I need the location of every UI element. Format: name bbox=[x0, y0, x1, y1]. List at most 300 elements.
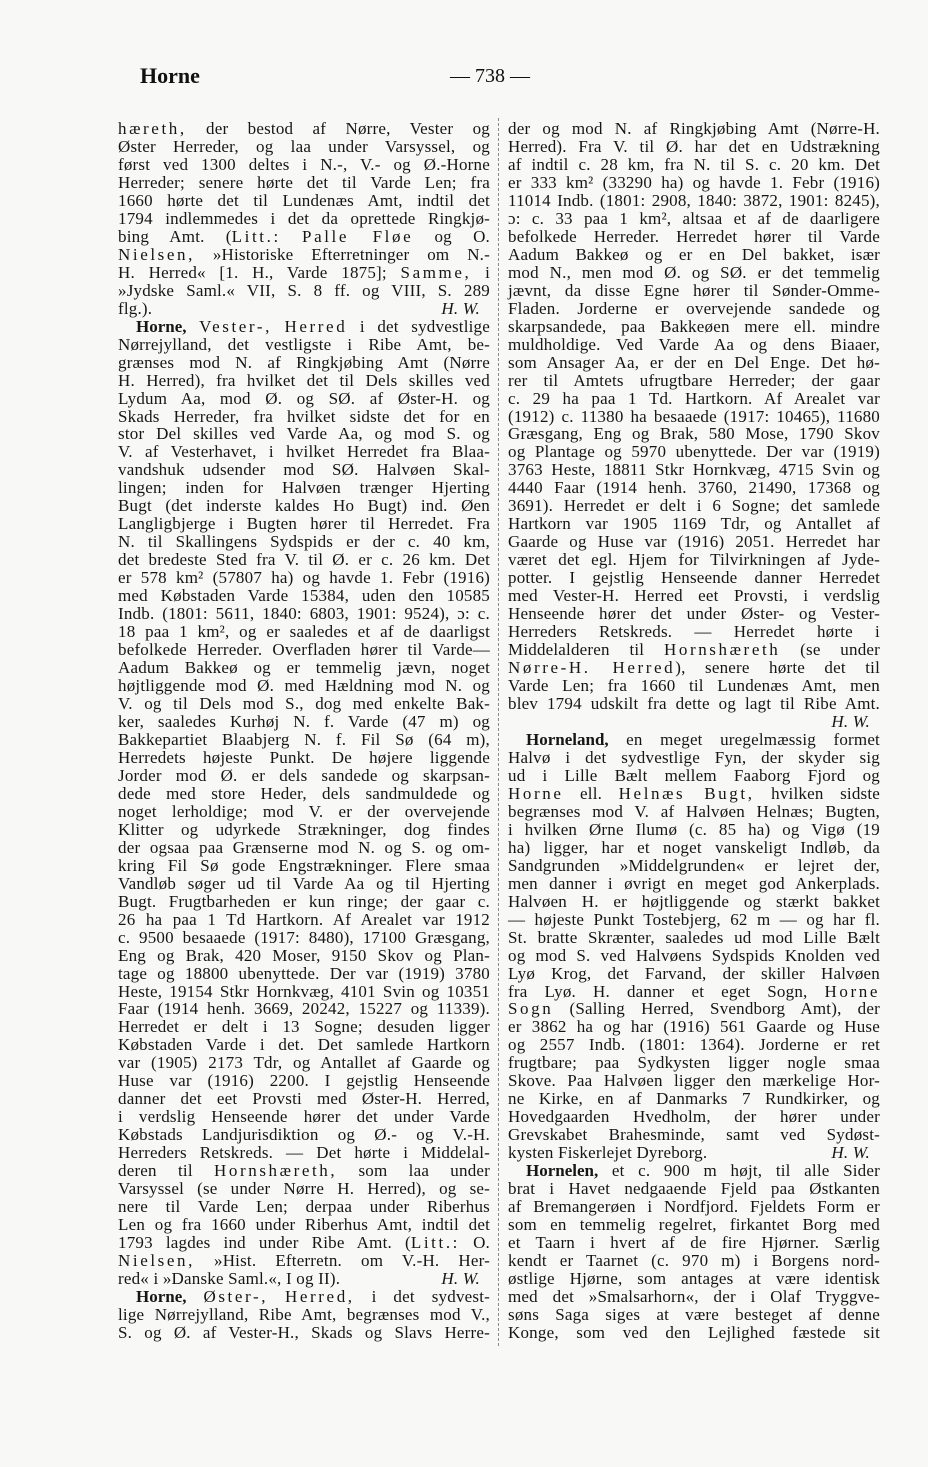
headword: Horne, bbox=[136, 316, 187, 336]
text-run: Skads Herreder, fra hvilket sidste det for en bbox=[118, 406, 490, 426]
text-line bbox=[508, 587, 880, 605]
text-line bbox=[118, 587, 490, 605]
text-line bbox=[118, 659, 490, 677]
text-line bbox=[118, 174, 490, 192]
text-run: flg.). bbox=[118, 298, 153, 318]
text-run: Huse var (1916) 2200. I gejstlig Henseende bbox=[118, 1071, 490, 1091]
text-run: Varde Len; fra 1660 til Lundenæs Amt, men bbox=[508, 676, 880, 696]
text-run: Lyø Krog, det Farvand, der skiller Halvøen bbox=[508, 963, 880, 983]
text-run: Skove. Paa Halvøen ligger den mærkelige Hor- bbox=[508, 1071, 880, 1091]
text-run: med Vester-H. Herred eet Provsti, i verdslig bbox=[508, 586, 880, 606]
spaced-text: Hornshæreth, bbox=[213, 1161, 338, 1181]
signature: H. W. bbox=[831, 1143, 870, 1163]
text-line bbox=[508, 1036, 880, 1054]
text-run: Len og fra 1660 under Riberhus Amt, indtil det bbox=[118, 1215, 490, 1235]
text-run bbox=[187, 1287, 204, 1306]
text-line bbox=[118, 695, 490, 713]
text-run: noget lerholdige; mod V. er der overvejende bbox=[118, 801, 490, 821]
text-run: Nørrejylland, det vestligste i Ribe Amt, be- bbox=[118, 334, 490, 354]
line-text bbox=[508, 1144, 707, 1162]
text-line bbox=[118, 120, 490, 138]
text-run: men danner i øvrigt en meget god Ankerplads. bbox=[508, 873, 880, 893]
text-line bbox=[118, 390, 490, 408]
text-run: Herredets højeste Punkt. De højere liggende bbox=[118, 747, 490, 767]
text-line bbox=[118, 282, 490, 300]
spaced-text: Litt.: bbox=[410, 1233, 461, 1253]
text-run: c. 9500 besaaede (1917: 8480), 17100 Græsgang, bbox=[118, 927, 490, 947]
text-run: brat i Havet nedgaaende Fjeld paa Østkanten bbox=[508, 1179, 880, 1199]
text-run: været det egl. Hjem for Tilvirkningen af Jyde- bbox=[508, 550, 880, 570]
text-run: af indtil c. 28 km, fra N. til S. c. 20 km. Det bbox=[508, 154, 880, 174]
text-run: »Hist. Efterretn. om V.-H. Her- bbox=[194, 1251, 490, 1271]
text-line bbox=[508, 1000, 880, 1018]
text-line bbox=[508, 839, 880, 857]
text-run: kysten Fiskerlejet Dyreborg. bbox=[508, 1143, 708, 1163]
text-line bbox=[508, 659, 880, 677]
text-line bbox=[118, 1072, 490, 1090]
text-line bbox=[508, 336, 880, 354]
text-run: Halvø i det sydvestlige Fyn, der skyder sig bbox=[508, 747, 880, 767]
text-line bbox=[508, 515, 880, 533]
text-run: en meget uregelmæssig formet bbox=[608, 729, 880, 749]
line-text bbox=[118, 1270, 340, 1288]
text-run: Herreder; senere hørte det til Varde Len; fra bbox=[118, 172, 490, 192]
text-line bbox=[508, 749, 880, 767]
text-line bbox=[118, 1306, 490, 1324]
spaced-text: Hornshæreth bbox=[663, 640, 781, 660]
text-run: Fladen. Jorderne er overvejende sandede og bbox=[508, 298, 880, 318]
text-run: (1912) c. 11380 ha besaaede (1917: 10465), 11680 bbox=[508, 406, 880, 426]
text-run: i det sydvest- bbox=[354, 1286, 490, 1306]
text-run: ne Kirke, en af Danmarks 7 Rundkirker, og bbox=[508, 1089, 880, 1109]
headword: Horne, bbox=[136, 1286, 187, 1306]
text-run: det bredeste Sted fra V. til Ø. er c. 26 km. Det bbox=[118, 550, 490, 570]
signature: H. W. bbox=[441, 1269, 480, 1288]
text-line bbox=[508, 677, 880, 695]
text-line bbox=[508, 803, 880, 821]
text-line bbox=[118, 1000, 490, 1018]
text-line bbox=[118, 264, 490, 282]
text-line bbox=[508, 479, 880, 497]
text-line bbox=[508, 1144, 880, 1162]
text-run: St. bratte Skrænter, saaledes ud mod Lille Bælt bbox=[508, 927, 880, 947]
text-run: Indb. (1801: 5611, 1840: 6803, 1901: 9524), ɔ: c. bbox=[118, 604, 490, 624]
text-run: og 2557 Indb. (1801: 1364). Jorderne er ret bbox=[508, 1035, 880, 1055]
text-run: med Købstaden Varde 15384, uden den 10585 bbox=[118, 586, 490, 606]
text-run: rer til Amtets ufrugtbare Herreder; der gaar bbox=[508, 370, 880, 390]
text-run: deren til bbox=[118, 1161, 214, 1181]
text-line bbox=[508, 246, 880, 264]
text-line bbox=[118, 192, 490, 210]
text-run: »Jydske Saml.« VII, S. 8 ff. og VIII, S. 289 bbox=[118, 280, 490, 300]
text-line bbox=[118, 551, 490, 569]
text-line bbox=[508, 282, 880, 300]
text-line bbox=[508, 731, 880, 749]
text-line bbox=[118, 1126, 490, 1144]
text-run: vandshuk udsender mod SØ. Halvøen Skal- bbox=[118, 460, 490, 480]
text-run: Eng og Brak, 420 Moser, 9150 Skov og Plan- bbox=[118, 945, 490, 965]
text-run: frugtbare; paa Sydkysten ligger nogle smaa bbox=[508, 1053, 880, 1073]
text-line bbox=[508, 390, 880, 408]
text-run: muldholdige. Ved Varde Aa og dens Biaaer, bbox=[508, 334, 880, 354]
text-run: som en temmelig regelret, firkantet Borg med bbox=[508, 1215, 880, 1235]
text-line bbox=[118, 803, 490, 821]
text-line bbox=[118, 515, 490, 533]
text-line bbox=[118, 1216, 490, 1234]
running-head: Horne bbox=[140, 63, 200, 88]
line-text bbox=[118, 300, 152, 318]
text-run: Henseende hører det under Øster- og Vester- bbox=[508, 604, 880, 624]
signature: H. W. bbox=[831, 711, 870, 731]
text-run: lige Nørrejylland, Ribe Amt, begrænses mod V., bbox=[118, 1304, 490, 1324]
text-run: V. og til Dels mod S., dog med enkelte Bak- bbox=[118, 694, 490, 713]
text-run: befolkede Herreder. Herredet hører til Varde bbox=[508, 226, 880, 246]
text-run: Aadum Bakkeø og er en Del bakket, især bbox=[508, 244, 880, 264]
text-run: i det sydvestlige bbox=[347, 316, 490, 336]
text-run: og O. bbox=[413, 226, 491, 246]
text-line bbox=[118, 1054, 490, 1072]
text-line bbox=[118, 1324, 490, 1342]
text-line bbox=[508, 264, 880, 282]
text-run: Vandløb søger ud til Varde Aa og til Hjerting bbox=[118, 873, 490, 893]
text-line bbox=[118, 767, 490, 785]
text-line bbox=[508, 821, 880, 839]
text-line bbox=[118, 857, 490, 875]
text-line bbox=[508, 857, 880, 875]
text-line bbox=[118, 1162, 490, 1180]
text-run: skarpsandede, paa Bakkeøen mere ell. mindre bbox=[508, 316, 880, 336]
text-run: 1794 indlemmedes i det da oprettede Ringkjø- bbox=[118, 208, 490, 228]
text-run: »Historiske Efterretninger om N.- bbox=[194, 244, 490, 264]
text-line bbox=[118, 731, 490, 749]
text-run bbox=[272, 317, 285, 336]
text-run: jævnt, da disse Egne hører til Sønder-Omme- bbox=[508, 280, 880, 300]
text-run: i verdslig Henseende hører det under Varde bbox=[118, 1107, 490, 1127]
spaced-text: Litt.: bbox=[231, 226, 281, 246]
text-line bbox=[118, 749, 490, 767]
text-run: V. af Vesterhavet, i hvilket Herredet fra Blaa- bbox=[118, 442, 490, 462]
text-run: højtliggende mod Ø. med Hældning mod N. og bbox=[118, 676, 490, 696]
text-line bbox=[118, 569, 490, 587]
text-run: Konge, som ved den Lejlighed fæstede sit bbox=[508, 1322, 880, 1342]
text-line bbox=[508, 1252, 880, 1270]
text-line bbox=[118, 1090, 490, 1108]
text-run: i bbox=[471, 262, 490, 282]
spaced-text: Sogn bbox=[508, 999, 554, 1019]
page-number: — 738 — bbox=[450, 65, 530, 87]
text-line bbox=[508, 174, 880, 192]
text-line bbox=[118, 929, 490, 947]
text-line bbox=[508, 893, 880, 911]
text-line bbox=[118, 1270, 490, 1288]
text-run: Bakkepartiet Blaabjerg N. f. Fil Sø (64 m), bbox=[118, 729, 490, 749]
text-line bbox=[508, 156, 880, 174]
text-run: ud i Lille Bælt mellem Faaborg Fjord og bbox=[508, 765, 880, 785]
text-run bbox=[281, 227, 302, 246]
text-line bbox=[508, 1090, 880, 1108]
text-run: blev 1794 udskilt fra dette og lagt til Ribe Amt. bbox=[508, 694, 880, 713]
text-line bbox=[508, 1162, 880, 1180]
text-line bbox=[508, 192, 880, 210]
text-line bbox=[508, 443, 880, 461]
text-line bbox=[508, 1306, 880, 1324]
text-run: Faar (1914 henh. 3669, 20242, 15227 og 11339). bbox=[118, 999, 490, 1019]
text-line bbox=[118, 641, 490, 659]
text-line bbox=[508, 947, 880, 965]
headword: Horneland, bbox=[526, 729, 609, 749]
text-line bbox=[118, 1198, 490, 1216]
text-line bbox=[508, 1180, 880, 1198]
text-run: Købstads Landjurisdiktion og Ø.- og V.-H. bbox=[118, 1125, 490, 1145]
text-line bbox=[118, 713, 490, 731]
spaced-text: Nørre-H. Herred bbox=[508, 658, 676, 678]
text-run: Langligbjerge i Bugten hører til Herredet. Fra bbox=[118, 514, 490, 534]
text-run: Lydum Aa, mod Ø. og SØ. af Øster-H. og bbox=[118, 388, 490, 408]
text-run: fra Lyø. H. danner et eget Sogn, bbox=[508, 981, 825, 1001]
text-line bbox=[118, 947, 490, 965]
text-line bbox=[118, 318, 490, 336]
spaced-text: Herred bbox=[284, 316, 348, 336]
text-line bbox=[508, 1270, 880, 1288]
text-run: Grevskabet Brahesminde, samt ved Sydøst- bbox=[508, 1125, 880, 1145]
text-run: Herreders Retskreds. — Herredet hørte i bbox=[508, 622, 880, 642]
text-run: S. og Ø. af Vester-H., Skads og Slavs Herre- bbox=[118, 1322, 490, 1342]
text-line bbox=[508, 1198, 880, 1216]
text-line bbox=[508, 300, 880, 318]
text-run bbox=[268, 1287, 285, 1306]
text-run: Jorder mod Ø. er dels sandede og skarpsan- bbox=[118, 765, 490, 785]
spaced-text: Palle Fløe bbox=[302, 226, 414, 246]
text-run: H. Herred« [1. H., Varde 1875]; bbox=[118, 262, 401, 282]
text-run: 3691). Herredet er delt i 6 Sogne; det samlede bbox=[508, 496, 880, 516]
text-line bbox=[508, 569, 880, 587]
text-run: c. 29 ha paa 1 Td. Hartkorn. Af Arealet var bbox=[508, 388, 880, 408]
text-line bbox=[508, 767, 880, 785]
spaced-text: Samme, bbox=[400, 262, 472, 282]
text-line bbox=[118, 875, 490, 893]
text-run: Græsgang, Eng og Brak, 580 Mose, 1790 Skov bbox=[508, 424, 880, 444]
text-run: grænses mod N. af Ringkjøbing Amt (Nørre bbox=[118, 352, 490, 372]
text-line bbox=[118, 911, 490, 929]
text-run: Gaarde og Huse var (1916) 2051. Herredet har bbox=[508, 532, 880, 552]
text-run: og mod S. ved Halvøens Sydspids Knolden ved bbox=[508, 945, 880, 965]
text-line bbox=[118, 1036, 490, 1054]
spaced-text: Nielsen, bbox=[118, 1251, 195, 1271]
right-column bbox=[508, 120, 880, 1342]
spaced-text: Herred, bbox=[285, 1286, 355, 1306]
text-line bbox=[508, 1072, 880, 1090]
spaced-text: Nielsen, bbox=[118, 244, 195, 264]
text-line bbox=[118, 354, 490, 372]
text-line bbox=[118, 1288, 490, 1306]
text-run: Halvøen H. er højtliggende og stærkt bakket bbox=[508, 891, 880, 911]
text-line bbox=[118, 156, 490, 174]
text-run: Øster Herreder, og laa under Varsyssel, og bbox=[118, 136, 490, 156]
text-line bbox=[508, 1054, 880, 1072]
left-column bbox=[118, 120, 490, 1342]
text-line bbox=[118, 138, 490, 156]
text-line bbox=[118, 785, 490, 803]
text-run: Sandgrunden »Middelgrunden« er lejret der, bbox=[508, 855, 880, 875]
text-run: (se under bbox=[780, 640, 880, 660]
text-line bbox=[508, 1126, 880, 1144]
text-line bbox=[118, 1234, 490, 1252]
text-run: og Plantage og 5970 ubenyttede. Der var (1919) bbox=[508, 442, 880, 462]
text-line bbox=[508, 875, 880, 893]
text-run: ), senere hørte det til bbox=[675, 658, 880, 678]
text-line bbox=[118, 677, 490, 695]
text-line bbox=[508, 533, 880, 551]
text-run: først ved 1300 deltes i N.-, V.- og Ø.-Horne bbox=[118, 154, 490, 174]
text-line bbox=[508, 1288, 880, 1306]
text-line bbox=[508, 713, 880, 731]
text-line bbox=[118, 1180, 490, 1198]
text-line bbox=[508, 929, 880, 947]
text-run: 11014 Indb. (1801: 2908, 1840: 3872, 1901: 8245), bbox=[508, 190, 880, 210]
text-run: Hovedgaarden Hvedholm, der hører under bbox=[508, 1107, 880, 1127]
text-line bbox=[508, 497, 880, 515]
text-line bbox=[118, 372, 490, 390]
text-line bbox=[118, 479, 490, 497]
text-run: Klitter og udyrkede Strækninger, dog findes bbox=[118, 819, 490, 839]
text-line bbox=[118, 1252, 490, 1270]
text-line bbox=[118, 210, 490, 228]
text-run: 3763 Heste, 18811 Stkr Hornkvæg, 4715 Svin og bbox=[508, 460, 880, 480]
text-line bbox=[118, 965, 490, 983]
text-run: 18 paa 1 km², og er saaledes et af de daarligst bbox=[118, 622, 490, 642]
text-run: Hartkorn var 1905 1169 Tdr, og Antallet af bbox=[508, 514, 880, 534]
text-line bbox=[508, 318, 880, 336]
text-run: østlige Hjørne, som antages at være identisk bbox=[508, 1269, 880, 1288]
text-run: ɔ: c. 33 paa 1 km², altsaa et af de daarligere bbox=[508, 208, 880, 228]
text-run: Herredet er delt i 13 Sogne; desuden ligger bbox=[118, 1017, 490, 1037]
text-run: Herreders Retskreds. — Det hørte i Middelal- bbox=[118, 1143, 490, 1163]
text-line bbox=[118, 461, 490, 479]
text-run: 1660 hørte det til Lundenæs Amt, indtil det bbox=[118, 190, 490, 210]
text-run: 1793 lagdes ind under Ribe Amt. ( bbox=[118, 1233, 411, 1253]
spaced-text: hæreth, bbox=[118, 119, 187, 138]
text-run: var (1905) 2173 Tdr, og Antallet af Gaarde og bbox=[118, 1053, 490, 1073]
text-run: der ogsaa paa Grænserne mod N. og S. og om- bbox=[118, 837, 490, 857]
text-line bbox=[118, 300, 490, 318]
text-line bbox=[508, 695, 880, 713]
text-line bbox=[508, 623, 880, 641]
text-line bbox=[508, 1324, 880, 1342]
text-line bbox=[508, 210, 880, 228]
text-run: Købstaden Varde i det. Det samlede Hartkorn bbox=[118, 1035, 490, 1055]
text-line bbox=[118, 983, 490, 1001]
text-line bbox=[118, 443, 490, 461]
text-run: befolkede Herreder. Overfladen hører til Varde— bbox=[118, 640, 490, 660]
text-run: Bugt (det inderste kaldes Ho Bugt) ind. Øen bbox=[118, 496, 490, 516]
text-line bbox=[508, 1018, 880, 1036]
text-run: som Ansager Aa, er der en Del Enge. Det hø- bbox=[508, 352, 880, 372]
text-line bbox=[508, 1234, 880, 1252]
spaced-text: Horne bbox=[508, 783, 564, 803]
text-run: er 333 km² (33290 ha) og havde 1. Febr (1916) bbox=[508, 172, 880, 192]
text-run: er 3862 ha og har (1916) 561 Gaarde og Huse bbox=[508, 1017, 880, 1037]
text-run: kring Fil Sø gode Engstrækninger. Flere smaa bbox=[118, 855, 490, 875]
text-run: hvilken sidste bbox=[754, 783, 881, 803]
text-run: i hvilken Ørne Ilumø (c. 85 ha) og Vigø (19 bbox=[508, 819, 880, 839]
text-run: nere til Varde Len; derpaa under Riberhus bbox=[118, 1197, 490, 1217]
text-run: H. Herred), fra hvilket det til Dels skilles ved bbox=[118, 370, 490, 390]
text-run: mod N., men mod Ø. og SØ. er det temmelig bbox=[508, 262, 880, 282]
text-line bbox=[508, 911, 880, 929]
text-run: N. til Skallingens Sydspids er der c. 40 km, bbox=[118, 532, 490, 552]
text-run: bing Amt. ( bbox=[118, 226, 232, 246]
text-line bbox=[118, 228, 490, 246]
text-run: ell. bbox=[563, 783, 619, 803]
text-run: ha) ligger, har et noget vanskeligt Indløb, da bbox=[508, 837, 880, 857]
text-run: et Taarn i hvert af de fire Hjørner. Særlig bbox=[508, 1233, 880, 1253]
text-line bbox=[508, 408, 880, 426]
text-line bbox=[508, 965, 880, 983]
text-run: lingen; inden for Halvøen trænger Hjerting bbox=[118, 478, 490, 498]
text-run: (Salling Herred, Svendborg Amt), der bbox=[553, 999, 880, 1019]
text-line bbox=[508, 983, 880, 1001]
text-line bbox=[118, 1144, 490, 1162]
text-line bbox=[508, 138, 880, 156]
text-run: der og mod N. af Ringkjøbing Amt (Nørre-H. bbox=[508, 119, 880, 138]
spaced-text: Øster-, bbox=[203, 1286, 269, 1306]
text-run: 26 ha paa 1 Td Hartkorn. Af Arealet var 1912 bbox=[118, 909, 490, 929]
text-run: red« i »Danske Saml.«, I og II). bbox=[118, 1269, 341, 1288]
text-line bbox=[508, 785, 880, 803]
text-run: Heste, 19154 Stkr Hornkvæg, 4101 Svin og 10351 bbox=[118, 981, 490, 1001]
text-run: tage og 18800 ubenyttede. Der var (1919) 3780 bbox=[118, 963, 490, 983]
spaced-text: Helnæs Bugt, bbox=[618, 783, 755, 803]
text-line bbox=[118, 605, 490, 623]
text-run: potter. I gejstlig Henseende danner Herredet bbox=[508, 568, 880, 588]
text-line bbox=[508, 425, 880, 443]
text-run: er 578 km² (57807 ha) og havde 1. Febr (1916) bbox=[118, 568, 490, 588]
text-line bbox=[508, 641, 880, 659]
text-run: Bugt. Frugtbarheden er kun ringe; der gaar c. bbox=[118, 891, 490, 911]
text-run: Middelalderen til bbox=[508, 640, 664, 660]
text-run: Varsyssel (se under Nørre H. Herred), og se- bbox=[118, 1179, 490, 1199]
text-run: O. bbox=[460, 1233, 490, 1253]
text-run bbox=[187, 317, 200, 336]
text-line bbox=[508, 372, 880, 390]
spaced-text: Horne bbox=[824, 981, 880, 1001]
text-line bbox=[508, 354, 880, 372]
text-line bbox=[508, 461, 880, 479]
text-line bbox=[508, 551, 880, 569]
text-run: et c. 900 m højt, til alle Sider bbox=[598, 1161, 880, 1181]
text-run: der bestod af Nørre, Vester og bbox=[186, 119, 490, 138]
text-line bbox=[118, 821, 490, 839]
text-line bbox=[118, 425, 490, 443]
text-line bbox=[508, 120, 880, 138]
text-run: stor Del skilles ved Varde Aa, og mod S. og bbox=[118, 424, 490, 444]
text-run: danner det eet Provsti med Øster-H. Herred, bbox=[118, 1089, 490, 1109]
text-line bbox=[118, 623, 490, 641]
text-line bbox=[118, 336, 490, 354]
text-line bbox=[118, 1108, 490, 1126]
text-run: af Bremangerøen i Nordfjord. Fjeldets Form er bbox=[508, 1197, 880, 1217]
spaced-text: Vester-, bbox=[199, 316, 272, 336]
headword: Hornelen, bbox=[526, 1161, 599, 1181]
text-line bbox=[508, 1108, 880, 1126]
text-line bbox=[118, 246, 490, 264]
text-line bbox=[508, 1216, 880, 1234]
column-divider bbox=[498, 118, 499, 1346]
text-run: som laa under bbox=[337, 1161, 490, 1181]
text-run: kendt er Taarnet (c. 970 m) i Borgens nord- bbox=[508, 1251, 880, 1271]
text-run: begrænses mod V. af Halvøen Helnæs; Bugten, bbox=[508, 801, 880, 821]
text-run: Aadum Bakkeø og er temmelig jævn, noget bbox=[118, 658, 490, 678]
